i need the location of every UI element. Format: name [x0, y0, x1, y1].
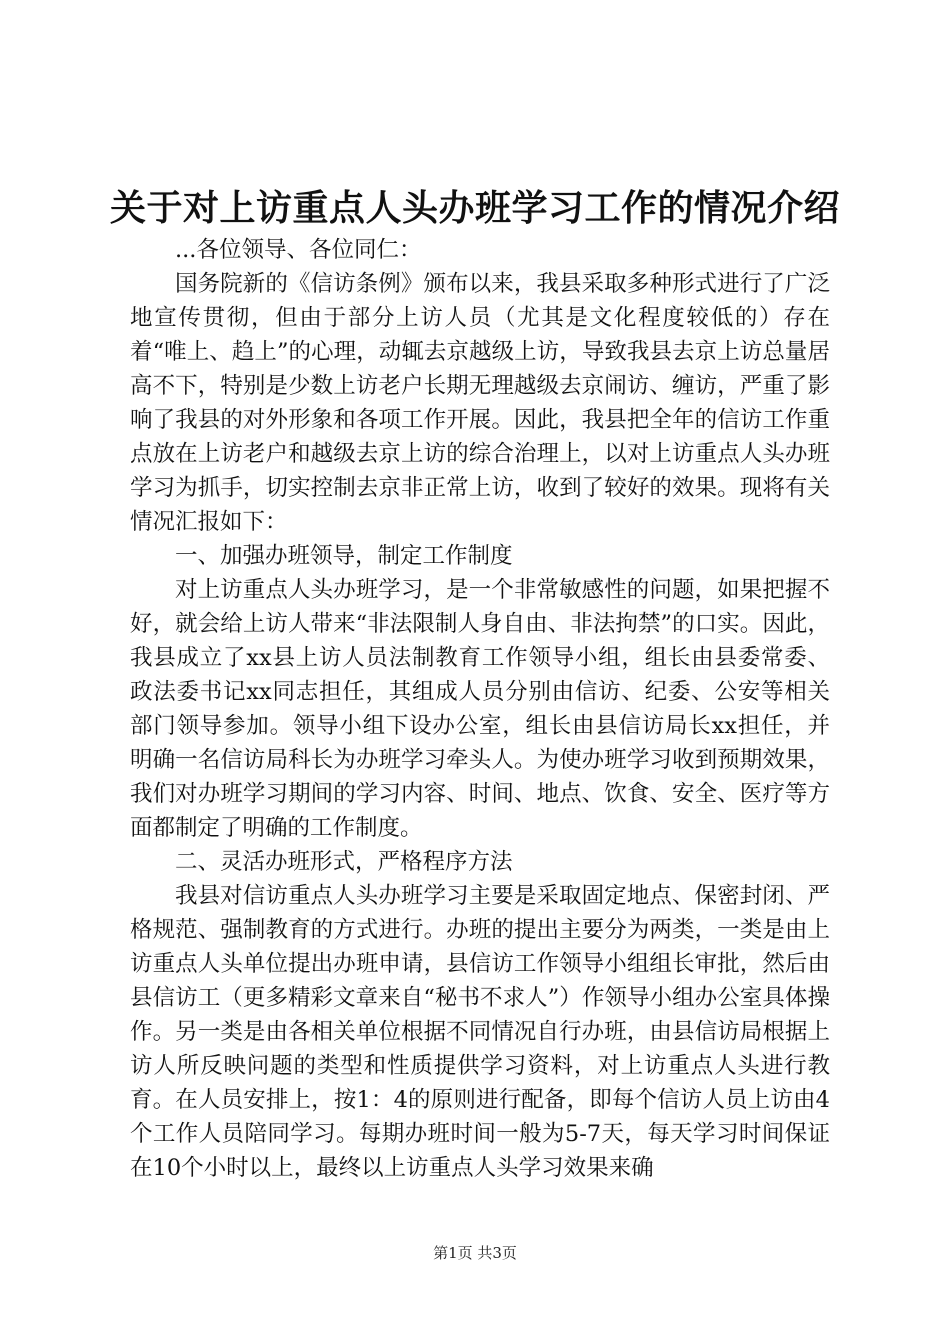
section-1-paragraph: 对上访重点人头办班学习，是一个非常敏感性的问题，如果把握不好，就会给上访人带来“非法限制人身自由、非法拘禁”的口实。因此，我县成立了xx县上访人员法制教育工作领导小组，组长由县委常委、政法委书记xx同志担任，其组成人员分别由信访、纪委、公安等相关部门领导参加。领导小组下设办公室，组长由县信访局长xx担任，并明确一名信访局科长为办班学习牵头人。为使办班学习收到预期效果，我们对办班学习期间的学习内容、时间、地点、饮食、安全、医疗等方面都制定了明确的工作制度。 — [130, 577, 830, 841]
section-2-paragraph: 我县对信访重点人头办班学习主要是采取固定地点、保密封闭、严格规范、强制教育的方式进行。办班的提出主要分为两类，一类是由上访重点人头单位提出办班申请，县信访工作领导小组组长审批，然后由县信访工（更多精彩文章来自“秘书不求人”）作领导小组办公室具体操作。另一类是由各相关单位根据不同情况自行办班，由县信访局根据上访人所反映问题的类型和性质提供学习资料，对上访重点人头进行教育。在人员安排上，按1：4的原则进行配备，即每个信访人员上访由4个工作人员陪同学习。每期办班时间一般为5-7天，每天学习时间保证在10个小时以上，最终以上访重点人头学习效果来确 — [130, 883, 830, 1181]
page-number-footer: 第1页 共3页 — [433, 1244, 517, 1262]
salutation-paragraph: ...各位领导、各位同仁： — [175, 237, 422, 263]
section-heading-2: 二、灵活办班形式，严格程序方法 — [175, 849, 513, 875]
document-title: 关于对上访重点人头办班学习工作的情况介绍 — [109, 187, 840, 229]
section-heading-1: 一、加强办班领导，制定工作制度 — [175, 543, 513, 569]
intro-paragraph: 国务院新的《信访条例》颁布以来，我县采取多种形式进行了广泛地宣传贯彻，但由于部分上访人员（尤其是文化程度较低的）存在着“唯上、趋上”的心理，动辄去京越级上访，导致我县去京上访总量居高不下，特别是少数上访老户长期无理越级去京闹访、缠访，严重了影响了我县的对外形象和各项工作开展。因此，我县把全年的信访工作重点放在上访老户和越级去京上访的综合治理上，以对上访重点人头办班学习为抓手，切实控制去京非正常上访，收到了较好的效果。现将有关情况汇报如下： — [130, 271, 830, 535]
document-body — [130, 233, 830, 1185]
